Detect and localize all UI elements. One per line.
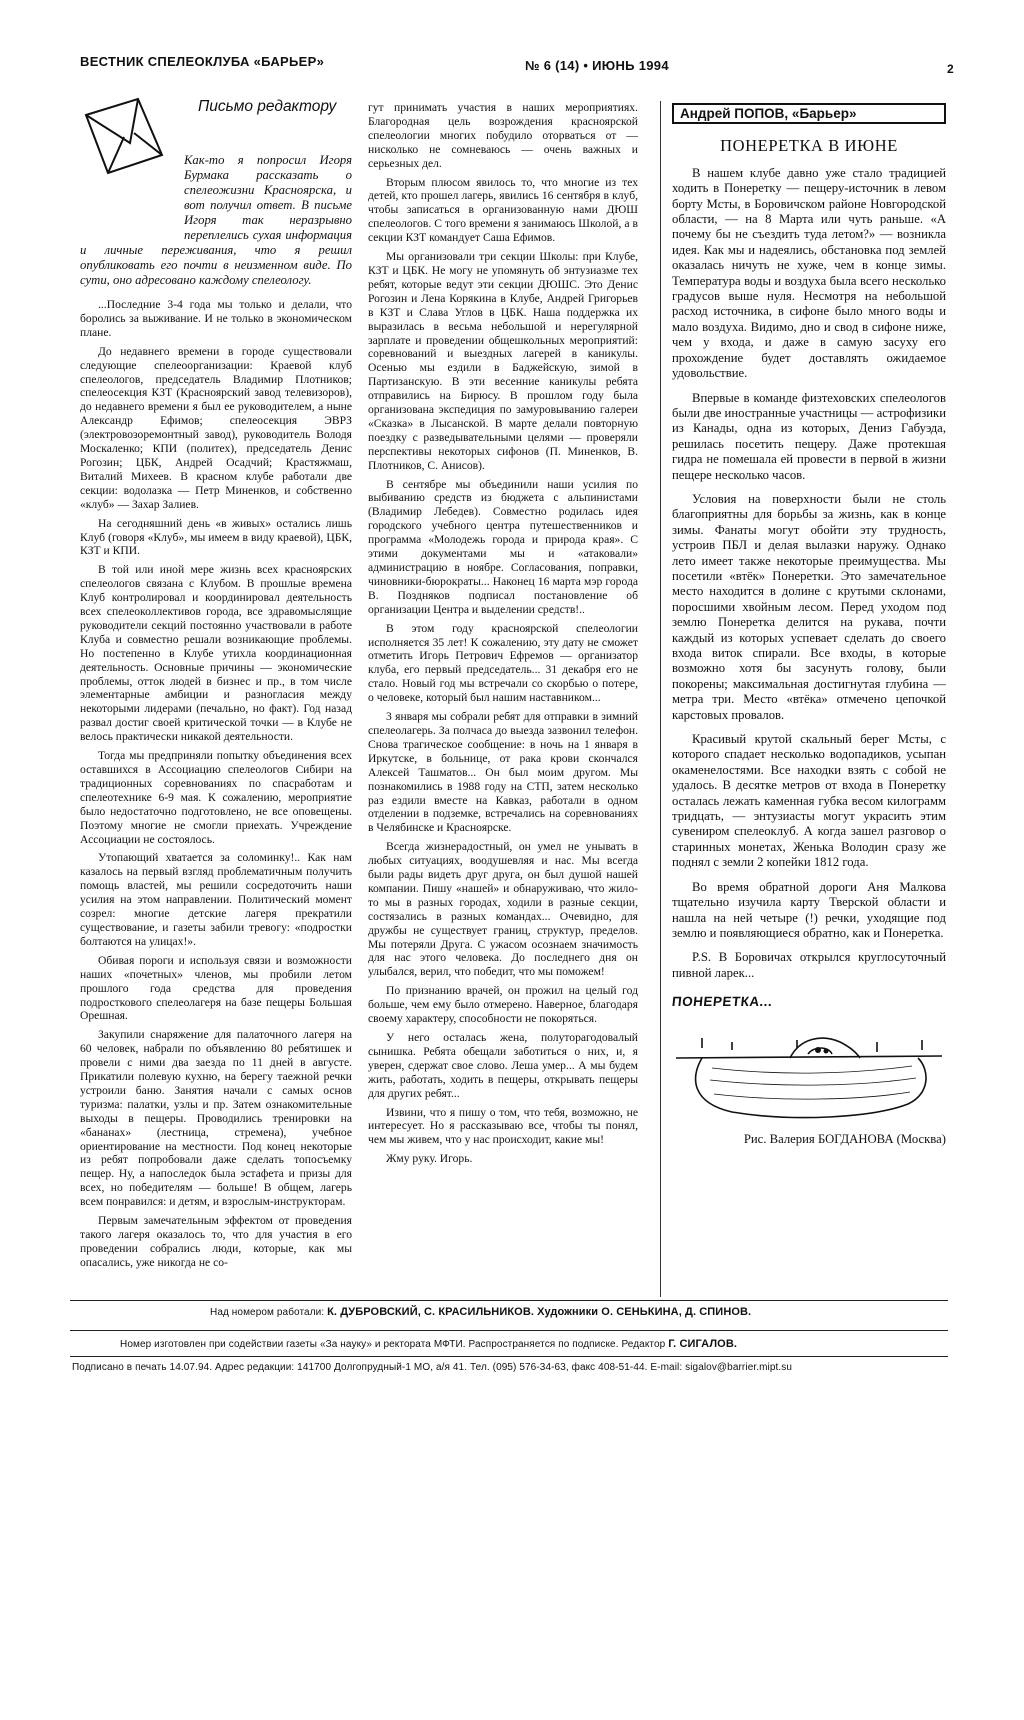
credits-line bbox=[210, 1306, 751, 1318]
publication-title: ВЕСТНИК СПЕЛЕОКЛУБА «БАРЬЕР» bbox=[80, 54, 325, 69]
paragraph: Извини, что я пишу о том, что тебя, возможно, не интересует. Но я рассказываю все, чтобы ты понял, чем мы живем, что у нас происходит, какие мы! bbox=[368, 1105, 638, 1147]
paragraph: В нашем клубе давно уже стало традицией ходить в Понеретку — пещеру-источник в левом борту Мсты, в Боровичском районе Новгородской области, — на 8 Марта или чуть раньше. «А почему бы не съездить туда летом?» — возникла идея. Как мы и надеялись, обстановка под землей оказалась ничуть не хуже, чем в конце зимы. Температура воды и воздуха была всего несколько градусов выше нуля. Несмотря на небольшой расход источника, в сифоне было много воды и мало воздуха. Видимо, дно и свод в сифоне ниже, чем у входа, и даже в самую засуху его прохождение будет доставлять ожидаемое удовольствие. bbox=[672, 165, 946, 381]
editor-name: Г. СИГАЛОВ. bbox=[668, 1338, 738, 1350]
cave-drawing bbox=[672, 1008, 946, 1128]
article-byline: Андрей ПОПОВ, «Барьер» bbox=[672, 103, 946, 124]
paragraph: ...Последние 3-4 года мы только и делали, что боролись за выживание. И не только в экономическом плане. bbox=[80, 298, 352, 339]
paragraph: Утопающий хватается за соломинку!.. Как нам казалось на первый взгляд проблематичным получить помощь властей, мы решили сосредоточить наши усилия на этом направлении. Политический момент созрел: многие детские лагеря прекратили существование, и газеты забили тревогу: «подростки болтаются на улицах!». bbox=[80, 851, 352, 948]
footer-rule bbox=[70, 1300, 948, 1301]
page-number: 2 bbox=[947, 62, 954, 76]
cartoon-label: ПОНЕРЕТКА... bbox=[671, 994, 774, 1010]
imprint-line: Подписано в печать 14.07.94. Адрес редакции: 141700 Долгопрудный-1 МО, а/я 41. Тел. (095) 576-34-63, факс 408-51-44. E-mail: sigalov@barrier.mipt.su bbox=[72, 1362, 793, 1373]
print-info-line bbox=[120, 1338, 737, 1350]
paragraph: Обивая пороги и используя связи и возможности наших «почетных» членов, мы пробили летом прошлого года средства для проведения подросткового спелеолагеря на базе пещеры Большая Орешная. bbox=[80, 953, 352, 1023]
letter-column-2 bbox=[368, 101, 638, 1171]
paragraph: Тогда мы предприняли попытку объединения всех оставшихся в Ассоциацию спелеологов Сибири на традиционных соревнованиях по спасработам и спелеотехнике 6-9 мая. К сожалению, мероприятие было недостаточно подготовлено, не все оповещены. Поэтому многие не смогли приехать. Учреждение Ассоциации не состоялось. bbox=[80, 749, 352, 846]
paragraph: Всегда жизнерадостный, он умел не унывать в любых ситуациях, воодушевляя и нас. Мы всегда были рады видеть друг друга, он был душой нашей компании. Пишу «нашей» и обнаруживаю, что жило-то мы в разных городах, ходили в разные секции, состязались в разных командах... Очевидно, для дружбы не существует границ, структур, пределов. Мы потеряли Друга. С ужасом осознаем значимость для нас этого человека. До последнего дня он улыбался, верил, что победит, что мы поможем! bbox=[368, 840, 638, 979]
envelope-icon bbox=[80, 97, 174, 179]
paragraph: До недавнего времени в городе существовали следующие спелеоорганизации: Краевой клуб спелеологов, председатель Владимир Плотников; спелеосекция КЗТ (Красноярский завод телевизоров), до недавнего времени я был ее руководителем, а ныне Александр Ефимов; спелеосекция ЭВРЗ (электровозоремонтный завод), руководитель Володя Москаленко; КПИ (политех), председатель Денис Рогозин; ЦБК, Андрей Осадчий; Крастяжмаш, Виталий Михеев. В красном клубе работали две секции: водолазка — Петр Миненков, и собственно «клуб» — Захар Залиев. bbox=[80, 344, 352, 511]
paragraph: Красивый крутой скальный берег Мсты, с которого спадает несколько водопадиков, усыпан окаменелостями. Все находки взять с собой не удалось. В десятке метров от входа в Понеретку осталась лежать каменная губка весом килограмм тридцать, — энтузиасты могут украсить этим сувениром спелеоклуб. А когда зашел разговор о старинных монетах, Женька Володин сразу же поднял с земли 2 копейки 1812 года. bbox=[672, 732, 946, 870]
print-info-text: Номер изготовлен при содействии газеты «За науку» и ректората МФТИ. Распространяется по подписке. Редактор bbox=[120, 1339, 666, 1350]
paragraph: По признанию врачей, он прожил на целый год больше, чем ему было отмерено. Наверное, благодаря своему характеру, способности не покоряться. bbox=[368, 984, 638, 1026]
paragraph: Во время обратной дороги Аня Малкова тщательно изучила карту Тверской области и нашла на ней четыре (!) речки, уходящие под землю и появляющиеся обратно, как и Понеретка. bbox=[672, 879, 946, 940]
paragraph: В сентябре мы объединили наши усилия по выбиванию средств из бюджета с альпинистами (Владимир Лебедев). Совместно родилась идея городского учебного центра путешественников и программа «Молодежь города и природа края». С этими документами мы и «атаковали» администрацию в ноябре. Согласования, поправки, чиновники-бюрократы... Наконец 16 марта мэр города В. Поздняков подписал постановление об организации Центра и выделении средств!.. bbox=[368, 477, 638, 616]
issue-info: № 6 (14) • ИЮНЬ 1994 bbox=[525, 58, 669, 73]
footer-rule bbox=[70, 1356, 948, 1357]
cartoon-illustration bbox=[672, 990, 946, 1130]
paragraph: На сегодняшний день «в живых» остались лишь Клуб (говоря «Клуб», мы имеем в виду краевой), ЦБК, КЗТ и КПИ. bbox=[80, 516, 352, 558]
paragraph: В той или иной мере жизнь всех красноярских спелеологов связана с Клубом. В прошлые времена Клуб контролировал и координировал деятельность всех спелеоколлективов города, все здравомыслящие руководители секций постоянно участвовали в работе Клуба и совместно решали возникающие проблемы. Но постепенно в Клубе утихла координационная деятельность. Основные причины — экономические проблемы, отток людей в бизнес и пр., в том числе элементарные амбиции и разногласия между некоторыми лидерами (печально, но факт). Год назад развал достиг своей критической точки — в Клубе не велось практически никакой деятельности. bbox=[80, 563, 352, 744]
credits-text: К. ДУБРОВСКИЙ, С. КРАСИЛЬНИКОВ. Художники О. СЕНЬКИНА, Д. СПИНОВ. bbox=[327, 1306, 752, 1318]
paragraph: 3 января мы собрали ребят для отправки в зимний спелеолагерь. За полчаса до выезда зазвонил телефон. Снова трагическое сообщение: в ночь на 1 января в Иркутске, в больнице, от рака крови скончался Алексей Ташматов... Он был моим другом. Мы познакомились в 1988 году на СТП, затем несколько раз ездили вместе на Кавказ, работали в одном отделении в подземке, встречались на соревнованиях в Челябинске и Красноярске. bbox=[368, 710, 638, 835]
column-divider bbox=[660, 101, 661, 1297]
letter-title: Письмо редактору bbox=[198, 98, 337, 115]
masthead bbox=[80, 50, 954, 76]
letter-heading bbox=[80, 97, 352, 153]
paragraph: Жму руку. Игорь. bbox=[386, 1152, 473, 1166]
letter-body-col1 bbox=[80, 298, 352, 1270]
credits-prefix: Над номером работали: bbox=[210, 1307, 325, 1318]
paragraph: гут принимать участия в наших мероприятиях. Благородная цель возрождения красноярской спелеологии многих побудило оторваться от — нисколько не сомневаюсь — очень важных и серьезных дел. bbox=[368, 101, 638, 170]
article-column bbox=[672, 103, 946, 1148]
paragraph: Закупили снаряжение для палаточного лагеря на 60 человек, набрали по объявлению 80 ребятишек и провели с ними два заезда по 11 дней в августе. Прикатили полевую кухню, на берегу таежной речки устроили баню. Занятия начали с самых основ туризма: палатки, узлы и пр. Затем ознакомительные выходы в пещеры. Проводились тренировки на «бананах» (лестница, стремена), учебное ориентирование на местности. Под конец некоторые из ребят попробовали даже сделать топосъемку пещер. Ну, а напоследок была эстафета и призы для всех, но победителям — больше! В общем, лагерь всем понравился: и детям, и взрослым-инструкторам. bbox=[80, 1028, 352, 1209]
paragraph: Впервые в команде физтеховских спелеологов были две иностранные участницы — астрофизики из Канады, одна из которых, Дениз Габуэда, решилась посетить пещеру. Даже протекшая гидра не помешала ей провести в первой в жизни пещере несколько часов. bbox=[672, 390, 946, 482]
paragraph: Первым замечательным эффектом от проведения такого лагеря оказалось то, что для участия в его проведении собрались люди, которые, как мы опасались, уже никогда не со- bbox=[80, 1214, 352, 1269]
letter-intro-text: Как-то я попросил Игоря Бурмака рассказать о спелеожизни Красноярска, и вот получил ответ. В письме Игоря так неразрывно переплелись сухая информация и личные переживания, что я решил опубликовать его почти в неизменном виде. По сути, оно адресовано каждому спелеологу. bbox=[80, 153, 352, 287]
paragraph: Вторым плюсом явилось то, что многие из тех детей, кто прошел лагерь, явились 16 сентября в клуб, чтобы записаться в организованную нами ДЮШ спелеологов. С того времени я занимаюсь Школой, а в секции КЗТ командует Саша Ефимов. bbox=[368, 175, 638, 245]
article-title: ПОНЕРЕТКА В ИЮНЕ bbox=[720, 136, 898, 156]
illustration-caption: Рис. Валерия БОГДАНОВА (Москва) bbox=[743, 1132, 946, 1147]
paragraph: Мы организовали три секции Школы: при Клубе, КЗТ и ЦБК. Не могу не упомянуть об энтузиазме тех ребят, которые ведут эти секции ДЮШС. Это Денис Рогозин и Лена Корякина в Клубе, Андрей Григорьев в КЗТ и Слава Углов в ЦБК. Наша поддержка их выразилась в весьма небольшой и нерегулярной зарплате и проведении общешкольных мероприятий: соревнований и выездных лагерей в каникулы. Осенью мы ездили в Баджейскую, зимой в Партизанскую. В эти весенние каникулы ребята отправились на Бирюсу. В прошлом году была организована экспедиция по замуровыванию галереи «Сказка» в Лысанской. В марте делали повторную поездку с разведывательными целями — проверяли перспективы некоторых сифонов (П. Миненков, В. Плотников, С. Анисов). bbox=[368, 250, 638, 472]
letter-column-1 bbox=[80, 97, 352, 1275]
paragraph: В этом году красноярской спелеологии исполняется 35 лет! К сожалению, эту дату не сможет отметить Игорь Петрович Ефремов — организатор клуба, его первый председатель... 31 декабря его не стало. Новый год мы встречали со скорбью о потере, о человеке, который был нашим наставником... bbox=[368, 621, 638, 705]
footer-rule bbox=[70, 1330, 948, 1331]
paragraph: У него осталась жена, полуторагодовалый сынишка. Ребята обещали заботиться о них, и, я уверен, сдержат свое слово. Леша умер... А мы будем жить, работать, ходить в пещеры, открывать пещеры для других ребят... bbox=[368, 1031, 638, 1100]
paragraph: Условия на поверхности были не столь благоприятны для борьбы за жизнь, как в конце зимы. Фанаты могут обойти эту трудность, устроив ПБЛ и делая вылазки наружу. Однако лето имеет также некоторые преимущества. Мы посетили «втёк» Понеретки. Это замечательное место находится в долине с крутыми склонами, поросшими хвойным лесом. Перед уходом под землю Понеретка делится на рукава, почти каждый из которых успевает сделать до своего входа виток спирали. Все входы, в которые возможно хотя бы засунуть голову, были покорены; максимальная достигнутая глубина — метра три. Место «втёка» отмечено цепочкой карстовых провалов. bbox=[672, 491, 946, 722]
paragraph: P.S. В Боровичах открылся круглосуточный пивной ларек... bbox=[672, 950, 946, 980]
